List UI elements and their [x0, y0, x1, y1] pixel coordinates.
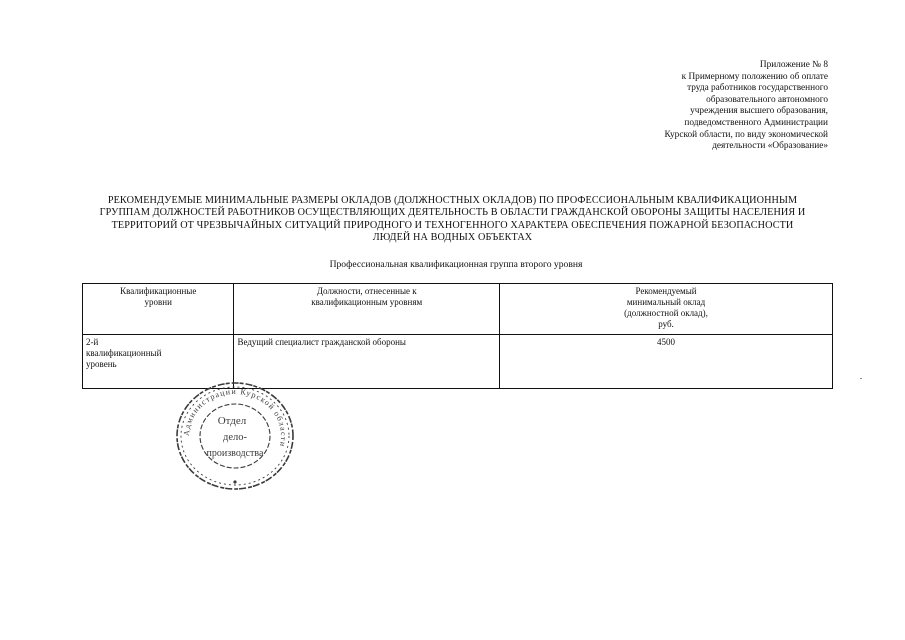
header-text: Рекомендуемый	[635, 286, 697, 296]
document-title	[70, 195, 835, 245]
title-line: ЛЮДЕЙ НА ВОДНЫХ ОБЪЕКТАХ	[372, 232, 533, 244]
stamp-center-line: производства	[206, 448, 264, 459]
header-text: руб.	[658, 319, 674, 329]
cell-text: 2-й	[86, 337, 99, 347]
appendix-line: Приложение № 8	[759, 60, 828, 70]
header-salary	[500, 284, 833, 335]
header-positions	[234, 284, 500, 335]
header-text: квалификационным уровням	[311, 297, 423, 307]
title-line: ГРУППАМ ДОЛЖНОСТЕЙ РАБОТНИКОВ ОСУЩЕСТВЛЯЮЩИХ ДЕЯТЕЛЬНОСТЬ В ОБЛАСТИ ГРАЖДАНСКОЙ ОБОРОНЫ ЗАЩИТЫ НАСЕЛЕНИЯ И	[99, 207, 806, 219]
header-text: уровни	[144, 297, 172, 307]
appendix-line: труда работников государственного	[687, 83, 828, 94]
header-text: Квалификационные	[120, 286, 197, 296]
salary-table	[82, 283, 833, 389]
header-text: Должности, отнесенные к	[316, 286, 417, 296]
appendix-line: подведомственного Администрации	[684, 117, 828, 128]
title-line: ТЕРРИТОРИЙ ОТ ЧРЕЗВЫЧАЙНЫХ СИТУАЦИЙ ПРИРОДНОГО И ТЕХНОГЕННОГО ХАРАКТЕРА ОБЕСПЕЧЕНИЯ ПОЖАРНОЙ БЕЗОПАСНОСТИ	[111, 219, 794, 231]
table-header-row	[83, 284, 833, 335]
stamp-center-line: Отдел	[217, 415, 247, 427]
appendix-line: деятельности «Образование»	[712, 141, 828, 152]
appendix-line: учреждения высшего образования,	[690, 106, 828, 117]
stamp-center-line: дело-	[223, 432, 247, 443]
appendix-line: к Примерному положению об оплате	[681, 71, 828, 82]
title-line: РЕКОМЕНДУЕМЫЕ МИНИМАЛЬНЫЕ РАЗМЕРЫ ОКЛАДОВ (ДОЛЖНОСТНЫХ ОКЛАДОВ) ПО ПРОФЕССИОНАЛЬНЫМ КВАЛИФИКАЦИОННЫМ	[107, 195, 798, 206]
office-stamp-icon	[170, 376, 300, 496]
cell-position: Ведущий специалист гражданской обороны	[234, 335, 500, 389]
appendix-line: образовательного автономного	[706, 94, 828, 105]
cell-text: уровень	[86, 359, 117, 369]
appendix-line: Курской области, по виду экономической	[664, 129, 828, 140]
appendix-note	[568, 60, 828, 153]
cell-text: квалификационный	[86, 348, 162, 358]
header-levels	[83, 284, 234, 335]
header-text: (должностной оклад),	[624, 308, 708, 318]
scan-speck	[860, 378, 862, 379]
header-text: минимальный оклад	[626, 297, 706, 307]
group-subtitle: Профессиональная квалификационная группа второго уровня	[329, 259, 583, 270]
cell-salary: 4500	[500, 335, 833, 389]
stamp-ring-text: Администрации Курской области	[181, 386, 289, 449]
